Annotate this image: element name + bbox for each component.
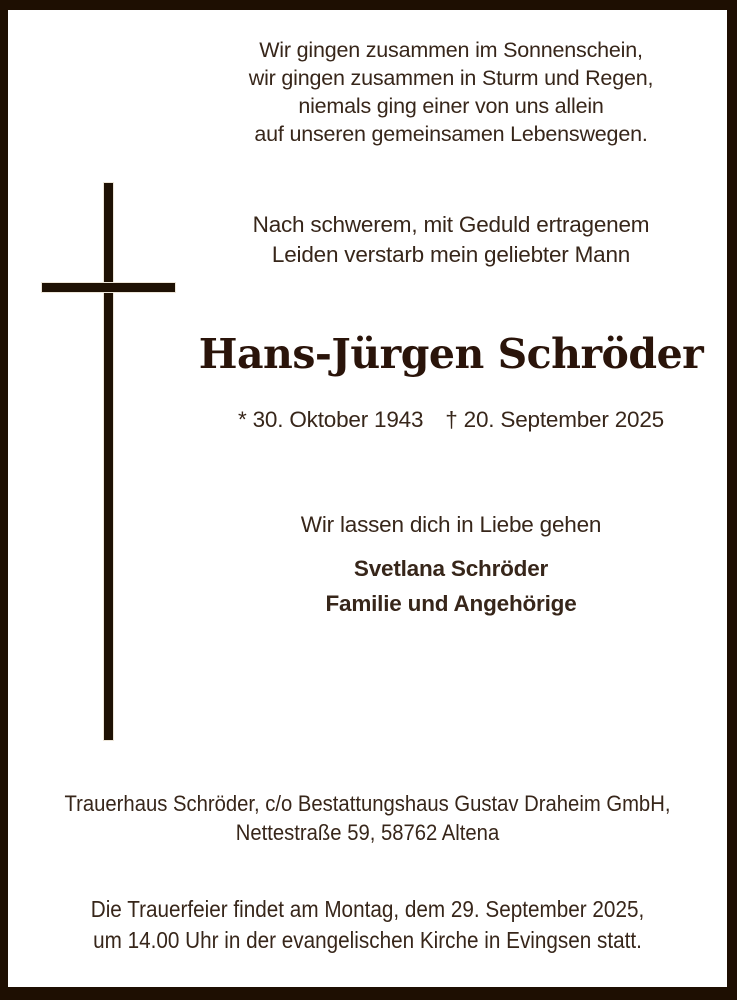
epigraph-line: auf unseren gemeinsamen Lebenswegen. <box>254 122 648 146</box>
farewell-line: Wir lassen dich in Liebe gehen <box>300 512 602 537</box>
epigraph-line: niemals ging einer von uns allein <box>298 94 604 118</box>
service-info-line: Die Trauerfeier findet am Montag, dem 29. September 2025, <box>90 896 645 922</box>
life-dates <box>165 405 737 435</box>
deceased-name: Hans-Jürgen Schröder <box>198 330 704 378</box>
birth-date: * 30. Oktober 1943 <box>238 407 424 432</box>
intro-line: Nach schwerem, mit Geduld ertragenem <box>252 212 650 237</box>
funeral-home-line: Trauerhaus Schröder, c/o Bestattungshaus Gustav Draheim GmbH, <box>64 791 671 816</box>
memorial-cross-icon-arm <box>42 283 175 292</box>
funeral-home-line: Nettestraße 59, 58762 Altena <box>235 820 500 845</box>
death-date: † 20. September 2025 <box>445 407 664 432</box>
memorial-cross-icon <box>104 183 113 740</box>
mourner-name: Familie und Angehörige <box>325 591 577 616</box>
epigraph-poem <box>165 36 737 148</box>
funeral-home-address <box>8 789 727 847</box>
epigraph-line: Wir gingen zusammen im Sonnenschein, <box>259 38 643 62</box>
obituary-intro <box>165 210 737 270</box>
mourner-name: Svetlana Schröder <box>353 556 549 581</box>
epigraph-line: wir gingen zusammen in Sturm und Regen, <box>248 66 654 90</box>
mourners-list <box>165 551 737 621</box>
service-info <box>8 894 727 956</box>
intro-line: Leiden verstarb mein geliebter Mann <box>271 242 631 267</box>
service-info-line: um 14.00 Uhr in der evangelischen Kirche in Evingsen statt. <box>93 927 642 953</box>
